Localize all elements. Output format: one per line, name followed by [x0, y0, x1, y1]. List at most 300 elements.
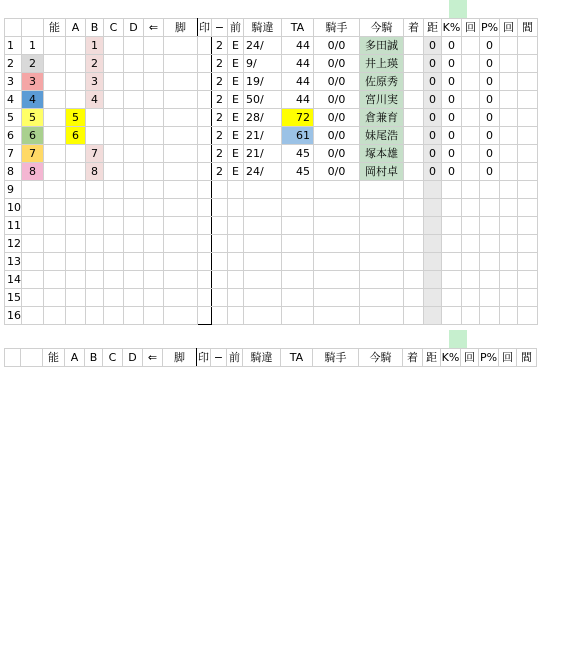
- empty-cell: [462, 307, 480, 325]
- empty-cell: [314, 253, 360, 271]
- empty-cell: [86, 307, 104, 325]
- empty-cell: [282, 181, 314, 199]
- empty-cell: [462, 199, 480, 217]
- frame-number: 8: [22, 163, 44, 181]
- odds-rank-cell: 2: [212, 109, 228, 127]
- k-count-cell: [462, 91, 480, 109]
- leg-style-cell: [164, 163, 198, 181]
- empty-cell: [86, 199, 104, 217]
- p-count-cell: [500, 127, 518, 145]
- empty-cell: [164, 217, 198, 235]
- empty-cell: [244, 289, 282, 307]
- jockey-stats-cell: 0/0: [314, 91, 360, 109]
- empty-cell: [442, 217, 462, 235]
- b-cell: 2: [86, 55, 104, 73]
- empty-cell: [480, 289, 500, 307]
- empty-cell: [518, 217, 538, 235]
- p-count-cell: [500, 163, 518, 181]
- empty-cell: [212, 217, 228, 235]
- mark-cell: [198, 145, 212, 163]
- empty-cell: [282, 235, 314, 253]
- ability-cell: [44, 37, 66, 55]
- mark-cell: [198, 109, 212, 127]
- empty-cell: [500, 181, 518, 199]
- frame-number: 7: [22, 145, 44, 163]
- distance-cell: 0: [424, 55, 442, 73]
- horse-row[interactable]: [5, 145, 538, 163]
- empty-cell: [86, 181, 104, 199]
- c-cell: [104, 127, 124, 145]
- header-blank: [5, 349, 21, 367]
- empty-cell: [124, 289, 144, 307]
- header-blank: [5, 19, 22, 37]
- front-cell: E: [228, 109, 244, 127]
- b-cell: [86, 127, 104, 145]
- empty-cell: [228, 235, 244, 253]
- row-number: 3: [5, 73, 22, 91]
- finish-cell: [404, 73, 424, 91]
- empty-row: [5, 253, 538, 271]
- jockey-change-cell: 21/: [244, 127, 282, 145]
- empty-cell: [124, 253, 144, 271]
- d-cell: [124, 37, 144, 55]
- p-percent-cell: 0: [480, 127, 500, 145]
- empty-cell: [66, 253, 86, 271]
- column-header: 着: [404, 19, 424, 37]
- k-percent-cell: 0: [442, 145, 462, 163]
- today-jockey-cell: 妹尾浩: [360, 127, 404, 145]
- ability-cell: [44, 163, 66, 181]
- column-header: 回: [462, 19, 480, 37]
- empty-cell: [282, 289, 314, 307]
- empty-row: [5, 289, 538, 307]
- en-cell: [518, 145, 538, 163]
- distance-cell: 0: [424, 127, 442, 145]
- column-header: B: [85, 349, 103, 367]
- column-header: 閻: [517, 349, 537, 367]
- empty-cell: [212, 253, 228, 271]
- column-header: 能: [43, 349, 65, 367]
- horse-row[interactable]: [5, 163, 538, 181]
- column-header: 印: [198, 19, 212, 37]
- empty-cell: [244, 235, 282, 253]
- jockey-stats-cell: 0/0: [314, 37, 360, 55]
- empty-row: [5, 181, 538, 199]
- finish-cell: [404, 55, 424, 73]
- en-cell: [518, 55, 538, 73]
- ta-cell: 72: [282, 109, 314, 127]
- empty-cell: [442, 199, 462, 217]
- empty-cell: [462, 271, 480, 289]
- b-cell: [86, 109, 104, 127]
- row-number: 7: [5, 145, 22, 163]
- k-percent-cell: 0: [442, 109, 462, 127]
- jockey-change-cell: 9/: [244, 55, 282, 73]
- empty-cell: [22, 307, 44, 325]
- empty-cell: [66, 307, 86, 325]
- c-cell: [104, 37, 124, 55]
- today-jockey-cell: 岡村卓: [360, 163, 404, 181]
- empty-cell: [404, 307, 424, 325]
- horse-row[interactable]: [5, 91, 538, 109]
- row-number: 1: [5, 37, 22, 55]
- p-count-cell: [500, 37, 518, 55]
- front-cell: E: [228, 163, 244, 181]
- today-jockey-cell: 佐原秀: [360, 73, 404, 91]
- empty-cell: [86, 289, 104, 307]
- empty-cell: [44, 181, 66, 199]
- empty-cell: [104, 181, 124, 199]
- empty-cell: [144, 217, 164, 235]
- a-cell: [66, 163, 86, 181]
- odds-rank-cell: 2: [212, 145, 228, 163]
- leg-style-cell: [164, 91, 198, 109]
- horse-row[interactable]: [5, 55, 538, 73]
- column-header: ⇐: [144, 19, 164, 37]
- jockey-change-cell: 50/: [244, 91, 282, 109]
- odds-rank-cell: 2: [212, 55, 228, 73]
- k-percent-cell: 0: [442, 163, 462, 181]
- distance-cell: 0: [424, 109, 442, 127]
- empty-cell: [144, 235, 164, 253]
- empty-cell: [44, 217, 66, 235]
- p-percent-cell: 0: [480, 163, 500, 181]
- empty-cell: [404, 199, 424, 217]
- empty-cell: [314, 271, 360, 289]
- empty-cell: [66, 217, 86, 235]
- distance-cell: 0: [424, 163, 442, 181]
- empty-cell: [518, 181, 538, 199]
- front-cell: E: [228, 145, 244, 163]
- en-cell: [518, 109, 538, 127]
- leg-style-cell: [164, 127, 198, 145]
- arrow-cell: [144, 163, 164, 181]
- empty-cell: [500, 199, 518, 217]
- d-cell: [124, 109, 144, 127]
- empty-cell: [198, 271, 212, 289]
- header-blank: [22, 19, 44, 37]
- empty-cell: [442, 253, 462, 271]
- mark-cell: [198, 73, 212, 91]
- b-cell: 7: [86, 145, 104, 163]
- empty-cell: [282, 307, 314, 325]
- column-header: B: [86, 19, 104, 37]
- k-percent-cell: 0: [442, 55, 462, 73]
- arrow-cell: [144, 91, 164, 109]
- empty-cell: [442, 289, 462, 307]
- ability-cell: [44, 55, 66, 73]
- column-header: 脚: [164, 19, 198, 37]
- empty-cell: [244, 199, 282, 217]
- ta-cell: 61: [282, 127, 314, 145]
- jockey-change-cell: 28/: [244, 109, 282, 127]
- empty-cell: [518, 199, 538, 217]
- horse-row[interactable]: [5, 37, 538, 55]
- column-header: K%: [441, 349, 461, 367]
- empty-cell: [360, 271, 404, 289]
- finish-cell: [404, 127, 424, 145]
- horse-row[interactable]: [5, 109, 538, 127]
- horse-row[interactable]: [5, 127, 538, 145]
- p-percent-cell: 0: [480, 37, 500, 55]
- row-number: 4: [5, 91, 22, 109]
- empty-cell: [360, 217, 404, 235]
- empty-row: [5, 199, 538, 217]
- c-cell: [104, 163, 124, 181]
- p-percent-cell: 0: [480, 145, 500, 163]
- empty-cell: [244, 181, 282, 199]
- empty-cell: [104, 235, 124, 253]
- empty-cell: [442, 307, 462, 325]
- row-number: 9: [5, 181, 22, 199]
- p-percent-cell: 0: [480, 55, 500, 73]
- empty-cell: [104, 217, 124, 235]
- frame-number: 6: [22, 127, 44, 145]
- empty-cell: [500, 217, 518, 235]
- p-count-cell: [500, 55, 518, 73]
- k-percent-cell: 0: [442, 127, 462, 145]
- jockey-change-cell: 19/: [244, 73, 282, 91]
- empty-cell: [104, 289, 124, 307]
- empty-cell: [404, 289, 424, 307]
- column-header: TA: [282, 19, 314, 37]
- today-jockey-cell: 倉兼育: [360, 109, 404, 127]
- empty-cell: [22, 235, 44, 253]
- empty-cell: [360, 307, 404, 325]
- race-1-header: [0, 0, 578, 20]
- arrow-cell: [144, 145, 164, 163]
- empty-cell: [424, 253, 442, 271]
- empty-cell: [212, 307, 228, 325]
- empty-cell: [424, 235, 442, 253]
- empty-cell: [22, 181, 44, 199]
- empty-cell: [462, 181, 480, 199]
- leg-style-cell: [164, 37, 198, 55]
- p-count-cell: [500, 91, 518, 109]
- mark-cell: [198, 55, 212, 73]
- empty-cell: [282, 217, 314, 235]
- odds-rank-cell: 2: [212, 37, 228, 55]
- mark-cell: [198, 37, 212, 55]
- p-percent-cell: 0: [480, 109, 500, 127]
- column-header: P%: [479, 349, 499, 367]
- empty-cell: [104, 253, 124, 271]
- k-count-cell: [462, 127, 480, 145]
- empty-cell: [424, 181, 442, 199]
- column-header: D: [123, 349, 143, 367]
- finish-cell: [404, 109, 424, 127]
- b-cell: 4: [86, 91, 104, 109]
- empty-cell: [282, 199, 314, 217]
- distance-cell: 0: [424, 73, 442, 91]
- empty-cell: [518, 307, 538, 325]
- empty-cell: [314, 235, 360, 253]
- empty-cell: [164, 181, 198, 199]
- empty-cell: [480, 271, 500, 289]
- empty-cell: [228, 307, 244, 325]
- frame-number: 4: [22, 91, 44, 109]
- empty-cell: [198, 289, 212, 307]
- empty-cell: [44, 235, 66, 253]
- mark-cell: [198, 163, 212, 181]
- empty-cell: [44, 199, 66, 217]
- empty-cell: [244, 217, 282, 235]
- empty-cell: [518, 253, 538, 271]
- odds-rank-cell: 2: [212, 127, 228, 145]
- jockey-stats-cell: 0/0: [314, 109, 360, 127]
- empty-cell: [22, 253, 44, 271]
- column-header: A: [66, 19, 86, 37]
- empty-cell: [360, 181, 404, 199]
- column-header: TA: [281, 349, 313, 367]
- empty-cell: [244, 307, 282, 325]
- empty-cell: [212, 199, 228, 217]
- today-jockey-cell: 宮川実: [360, 91, 404, 109]
- empty-cell: [442, 235, 462, 253]
- ability-cell: [44, 127, 66, 145]
- empty-cell: [404, 181, 424, 199]
- empty-cell: [22, 217, 44, 235]
- c-cell: [104, 91, 124, 109]
- race-2-grid: [4, 348, 537, 367]
- distance-cell: 0: [424, 145, 442, 163]
- c-cell: [104, 55, 124, 73]
- row-number: 14: [5, 271, 22, 289]
- ta-cell: 44: [282, 73, 314, 91]
- empty-cell: [360, 199, 404, 217]
- b-cell: 3: [86, 73, 104, 91]
- empty-cell: [360, 235, 404, 253]
- empty-cell: [164, 235, 198, 253]
- empty-cell: [424, 289, 442, 307]
- empty-cell: [104, 307, 124, 325]
- column-header-row: [5, 19, 538, 37]
- jockey-stats-cell: 0/0: [314, 73, 360, 91]
- leg-style-cell: [164, 109, 198, 127]
- row-number: 13: [5, 253, 22, 271]
- empty-cell: [144, 289, 164, 307]
- empty-cell: [228, 217, 244, 235]
- leg-style-cell: [164, 55, 198, 73]
- empty-cell: [314, 199, 360, 217]
- row-number: 6: [5, 127, 22, 145]
- column-header: D: [124, 19, 144, 37]
- empty-cell: [462, 289, 480, 307]
- column-header: 脚: [163, 349, 197, 367]
- row-number: 15: [5, 289, 22, 307]
- empty-cell: [244, 253, 282, 271]
- row-number: 5: [5, 109, 22, 127]
- k-count-cell: [462, 163, 480, 181]
- empty-cell: [66, 289, 86, 307]
- en-cell: [518, 37, 538, 55]
- finish-cell: [404, 145, 424, 163]
- column-header: 今騎: [360, 19, 404, 37]
- a-cell: [66, 91, 86, 109]
- empty-cell: [462, 253, 480, 271]
- d-cell: [124, 163, 144, 181]
- empty-cell: [198, 235, 212, 253]
- p-percent-cell: 0: [480, 91, 500, 109]
- empty-cell: [66, 199, 86, 217]
- empty-cell: [66, 271, 86, 289]
- empty-cell: [424, 271, 442, 289]
- column-header: 距: [424, 19, 442, 37]
- header-blank: [21, 349, 43, 367]
- leg-style-cell: [164, 145, 198, 163]
- jockey-stats-cell: 0/0: [314, 145, 360, 163]
- empty-cell: [480, 217, 500, 235]
- column-header: P%: [480, 19, 500, 37]
- horse-row[interactable]: [5, 73, 538, 91]
- k-count-cell: [462, 55, 480, 73]
- arrow-cell: [144, 55, 164, 73]
- empty-cell: [104, 199, 124, 217]
- p-percent-cell: 0: [480, 73, 500, 91]
- empty-cell: [22, 199, 44, 217]
- empty-cell: [144, 271, 164, 289]
- column-header: 回: [461, 349, 479, 367]
- empty-cell: [212, 271, 228, 289]
- arrow-cell: [144, 37, 164, 55]
- ta-cell: 44: [282, 37, 314, 55]
- empty-cell: [44, 307, 66, 325]
- jockey-stats-cell: 0/0: [314, 163, 360, 181]
- column-header: 印: [197, 349, 211, 367]
- a-cell: 5: [66, 109, 86, 127]
- empty-cell: [404, 271, 424, 289]
- column-header: 着: [403, 349, 423, 367]
- column-header: 閻: [518, 19, 538, 37]
- column-header: 回: [500, 19, 518, 37]
- empty-cell: [198, 307, 212, 325]
- empty-cell: [404, 253, 424, 271]
- empty-cell: [244, 271, 282, 289]
- empty-cell: [518, 235, 538, 253]
- empty-cell: [164, 271, 198, 289]
- empty-row: [5, 271, 538, 289]
- empty-cell: [164, 307, 198, 325]
- empty-cell: [442, 271, 462, 289]
- c-cell: [104, 145, 124, 163]
- race-2-header: [0, 330, 578, 350]
- d-cell: [124, 73, 144, 91]
- empty-cell: [144, 199, 164, 217]
- k-count-cell: [462, 37, 480, 55]
- empty-cell: [314, 217, 360, 235]
- race-1-grid: [4, 18, 538, 325]
- empty-cell: [124, 217, 144, 235]
- arrow-cell: [144, 73, 164, 91]
- d-cell: [124, 145, 144, 163]
- empty-cell: [86, 217, 104, 235]
- p-count-cell: [500, 109, 518, 127]
- k-percent-cell: 0: [442, 37, 462, 55]
- column-header: 能: [44, 19, 66, 37]
- empty-cell: [424, 199, 442, 217]
- frame-number: 1: [22, 37, 44, 55]
- column-header: 前: [228, 19, 244, 37]
- finish-cell: [404, 163, 424, 181]
- empty-cell: [144, 181, 164, 199]
- jockey-stats-cell: 0/0: [314, 55, 360, 73]
- today-jockey-cell: 多田誠: [360, 37, 404, 55]
- empty-cell: [86, 253, 104, 271]
- empty-cell: [228, 271, 244, 289]
- race-1-section: [0, 0, 578, 325]
- empty-cell: [86, 235, 104, 253]
- leg-style-cell: [164, 73, 198, 91]
